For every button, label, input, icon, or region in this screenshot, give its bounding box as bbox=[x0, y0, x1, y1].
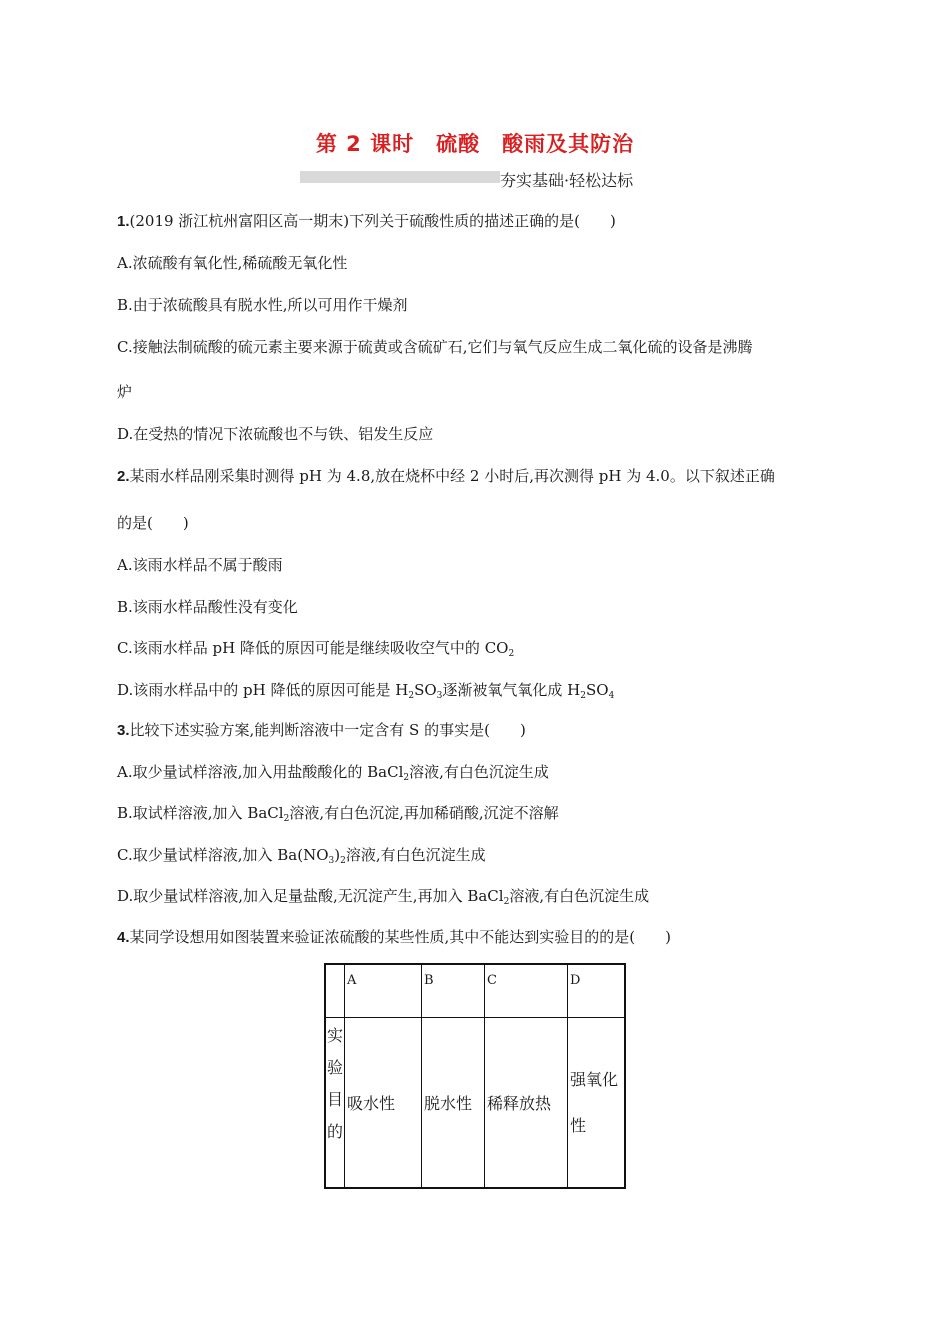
option-text: SO bbox=[414, 681, 437, 699]
question-2-stem bbox=[117, 466, 775, 487]
option-text: C.取少量试样溶液,加入 Ba(NO bbox=[117, 846, 329, 864]
row-label-char: 的 bbox=[326, 1122, 343, 1141]
q1-option-a: A.浓硫酸有氧化性,稀硫酸无氧化性 bbox=[117, 254, 348, 272]
question-text: 比较下述实验方案,能判断溶液中一定含有 S 的事实是( ) bbox=[129, 721, 526, 739]
question-number: 1. bbox=[117, 213, 130, 230]
question-number: 3. bbox=[117, 722, 130, 739]
q2-option-c bbox=[117, 638, 514, 658]
question-text: (2019 浙江杭州富阳区高一期末)下列关于硫酸性质的描述正确的是( ) bbox=[129, 212, 616, 230]
row-label-char: 目 bbox=[326, 1090, 343, 1109]
q3-option-d bbox=[117, 886, 649, 906]
question-number: 4. bbox=[117, 929, 130, 946]
subscript: 2 bbox=[508, 649, 515, 659]
option-text: ) bbox=[334, 846, 341, 864]
row-label-char: 实 bbox=[326, 1026, 343, 1045]
section-label: 夯实基础·轻松达标 bbox=[500, 171, 634, 190]
option-text: 溶液,有白色沉淀生成 bbox=[409, 763, 549, 781]
q1-option-c-cont: 炉 bbox=[117, 383, 133, 401]
subscript: 2 bbox=[283, 814, 290, 824]
table-cell: 稀释放热 bbox=[485, 1018, 568, 1189]
section-bar bbox=[300, 171, 500, 183]
option-text: 溶液,有白色沉淀生成 bbox=[345, 846, 486, 864]
option-text: SO bbox=[585, 681, 609, 699]
option-text: D.该雨水样品中的 pH 降低的原因可能是 H bbox=[117, 681, 409, 699]
table-cell bbox=[568, 1018, 626, 1189]
row-label-cell bbox=[325, 1018, 345, 1189]
table-header-cell bbox=[325, 964, 345, 1018]
question-3-stem bbox=[117, 720, 526, 741]
q2-option-b: B.该雨水样品酸性没有变化 bbox=[117, 598, 298, 616]
q3-option-a bbox=[117, 762, 549, 782]
experiment-table bbox=[324, 963, 626, 1189]
q2-option-a: A.该雨水样品不属于酸雨 bbox=[117, 556, 283, 574]
q3-option-b bbox=[117, 803, 559, 823]
question-4-stem bbox=[117, 927, 671, 948]
subscript: 2 bbox=[408, 691, 415, 701]
table-cell: 吸水性 bbox=[345, 1018, 422, 1189]
question-1-stem bbox=[117, 211, 616, 232]
question-text: 某同学设想用如图装置来验证浓硫酸的某些性质,其中不能达到实验目的的是( ) bbox=[129, 928, 671, 946]
subscript: 2 bbox=[340, 856, 346, 866]
subscript: 4 bbox=[608, 691, 615, 701]
q1-option-b: B.由于浓硫酸具有脱水性,所以可用作干燥剂 bbox=[117, 296, 408, 314]
table-cell-line: 强氧化 bbox=[570, 1069, 619, 1089]
table-header-cell: C bbox=[485, 964, 568, 1018]
option-text: 逐渐被氧气氧化成 H bbox=[442, 681, 581, 699]
option-text: 溶液,有白色沉淀生成 bbox=[509, 887, 650, 905]
option-text: A.取少量试样溶液,加入用盐酸酸化的 BaCl bbox=[117, 763, 404, 781]
subscript: 3 bbox=[436, 691, 443, 701]
table-row bbox=[325, 1018, 625, 1189]
table-cell-line: 性 bbox=[570, 1115, 587, 1135]
subscript: 3 bbox=[328, 856, 335, 866]
page-title: 第 2 课时 硫酸 酸雨及其防治 bbox=[315, 132, 635, 156]
option-text: C.该雨水样品 pH 降低的原因可能是继续吸收空气中的 CO bbox=[117, 639, 509, 657]
question-2-stem-cont: 的是( ) bbox=[117, 514, 189, 532]
q2-option-d bbox=[117, 680, 614, 700]
q1-option-c: C.接触法制硫酸的硫元素主要来源于硫黄或含硫矿石,它们与氧气反应生成二氧化硫的设备是沸腾 bbox=[117, 338, 753, 356]
table-header-cell: D bbox=[568, 964, 626, 1018]
question-text: 某雨水样品刚采集时测得 pH 为 4.8,放在烧杯中经 2 小时后,再次测得 pH 为 4.0。以下叙述正确 bbox=[129, 467, 775, 485]
q1-option-d: D.在受热的情况下浓硫酸也不与铁、铝发生反应 bbox=[117, 425, 434, 443]
subscript: 2 bbox=[580, 691, 586, 701]
subscript: 2 bbox=[403, 773, 410, 783]
question-number: 2. bbox=[117, 468, 130, 485]
option-text: 溶液,有白色沉淀,再加稀硝酸,沉淀不溶解 bbox=[289, 804, 559, 822]
option-text: D.取少量试样溶液,加入足量盐酸,无沉淀产生,再加入 BaCl bbox=[117, 887, 504, 905]
row-label-char: 验 bbox=[326, 1058, 343, 1077]
table-header-cell: B bbox=[422, 964, 485, 1018]
table-header-cell: A bbox=[345, 964, 422, 1018]
subscript: 2 bbox=[503, 897, 510, 907]
q3-option-c bbox=[117, 845, 486, 865]
table-cell: 脱水性 bbox=[422, 1018, 485, 1189]
table-header-row bbox=[325, 964, 625, 1018]
option-text: B.取试样溶液,加入 BaCl bbox=[117, 804, 284, 822]
